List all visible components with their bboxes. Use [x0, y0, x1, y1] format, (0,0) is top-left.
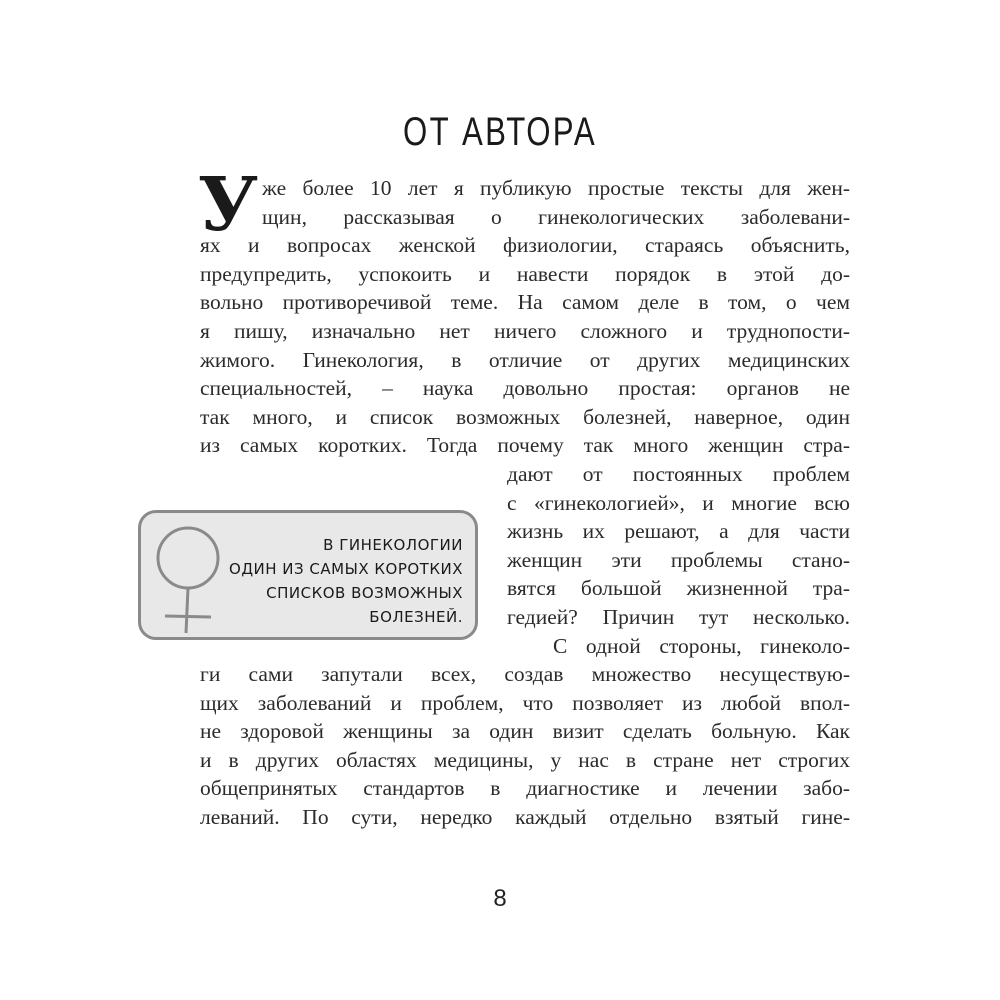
drop-cap: У	[198, 162, 259, 248]
text-line: же более 10 лет я публикую простые тексты для жен-	[262, 176, 850, 200]
text-line: жимого. Гинекология, в отличие от других медицинских	[200, 348, 850, 372]
callout-line: БОЛЕЗНЕЙ.	[369, 608, 463, 626]
text-line: дают от постоянных проблем	[507, 462, 850, 486]
text-line: ги сами запутали всех, создав множество несуществую-	[200, 662, 850, 686]
text-line: гедией? Причин тут несколько.	[507, 605, 850, 629]
callout-line: СПИСКОВ ВОЗМОЖНЫХ	[266, 584, 463, 602]
text-line: щих заболеваний и проблем, что позволяет из любой впол-	[200, 691, 850, 715]
text-line: и в других областях медицины, у нас в стране нет строгих	[200, 748, 850, 772]
text-line: общепринятых стандартов в диагностике и лечении забо-	[200, 776, 850, 800]
text-line: женщин эти проблемы стано-	[507, 548, 850, 572]
text-line: не здоровой женщины за один визит сделать больную. Как	[200, 719, 850, 743]
text-line: жизнь их решают, а для части	[507, 519, 850, 543]
text-line: с «гинекологией», и многие всю	[507, 491, 850, 515]
text-line: предупредить, успокоить и навести порядок в этой до-	[200, 262, 850, 286]
callout-text	[229, 533, 463, 629]
callout-box	[138, 510, 478, 640]
callout-line: В ГИНЕКОЛОГИИ	[323, 536, 463, 554]
female-symbol-icon	[155, 525, 225, 635]
text-line: так много, и список возможных болезней, наверное, один	[200, 405, 850, 429]
text-line: специальностей, – наука довольно простая: органов не	[200, 376, 850, 400]
text-line: я пишу, изначально нет ничего сложного и труднопости-	[200, 319, 850, 343]
text-line: ях и вопросах женской физиологии, стараясь объяснить,	[200, 233, 850, 257]
text-line: щин, рассказывая о гинекологических заболевани-	[262, 205, 850, 229]
text-line: из самых коротких. Тогда почему так много женщин стра-	[200, 433, 850, 457]
page-number: 8	[493, 885, 507, 912]
text-line: леваний. По сути, нередко каждый отдельно взятый гине-	[200, 805, 850, 829]
callout-line: ОДИН ИЗ САМЫХ КОРОТКИХ	[229, 560, 463, 578]
text-line: С одной стороны, гинеколо-	[553, 634, 850, 658]
text-line: вольно противоречивой теме. На самом деле в том, о чем	[200, 290, 850, 314]
text-line: вятся большой жизненной тра-	[507, 576, 850, 600]
page-title: ОТ АВТОРА	[402, 110, 598, 154]
